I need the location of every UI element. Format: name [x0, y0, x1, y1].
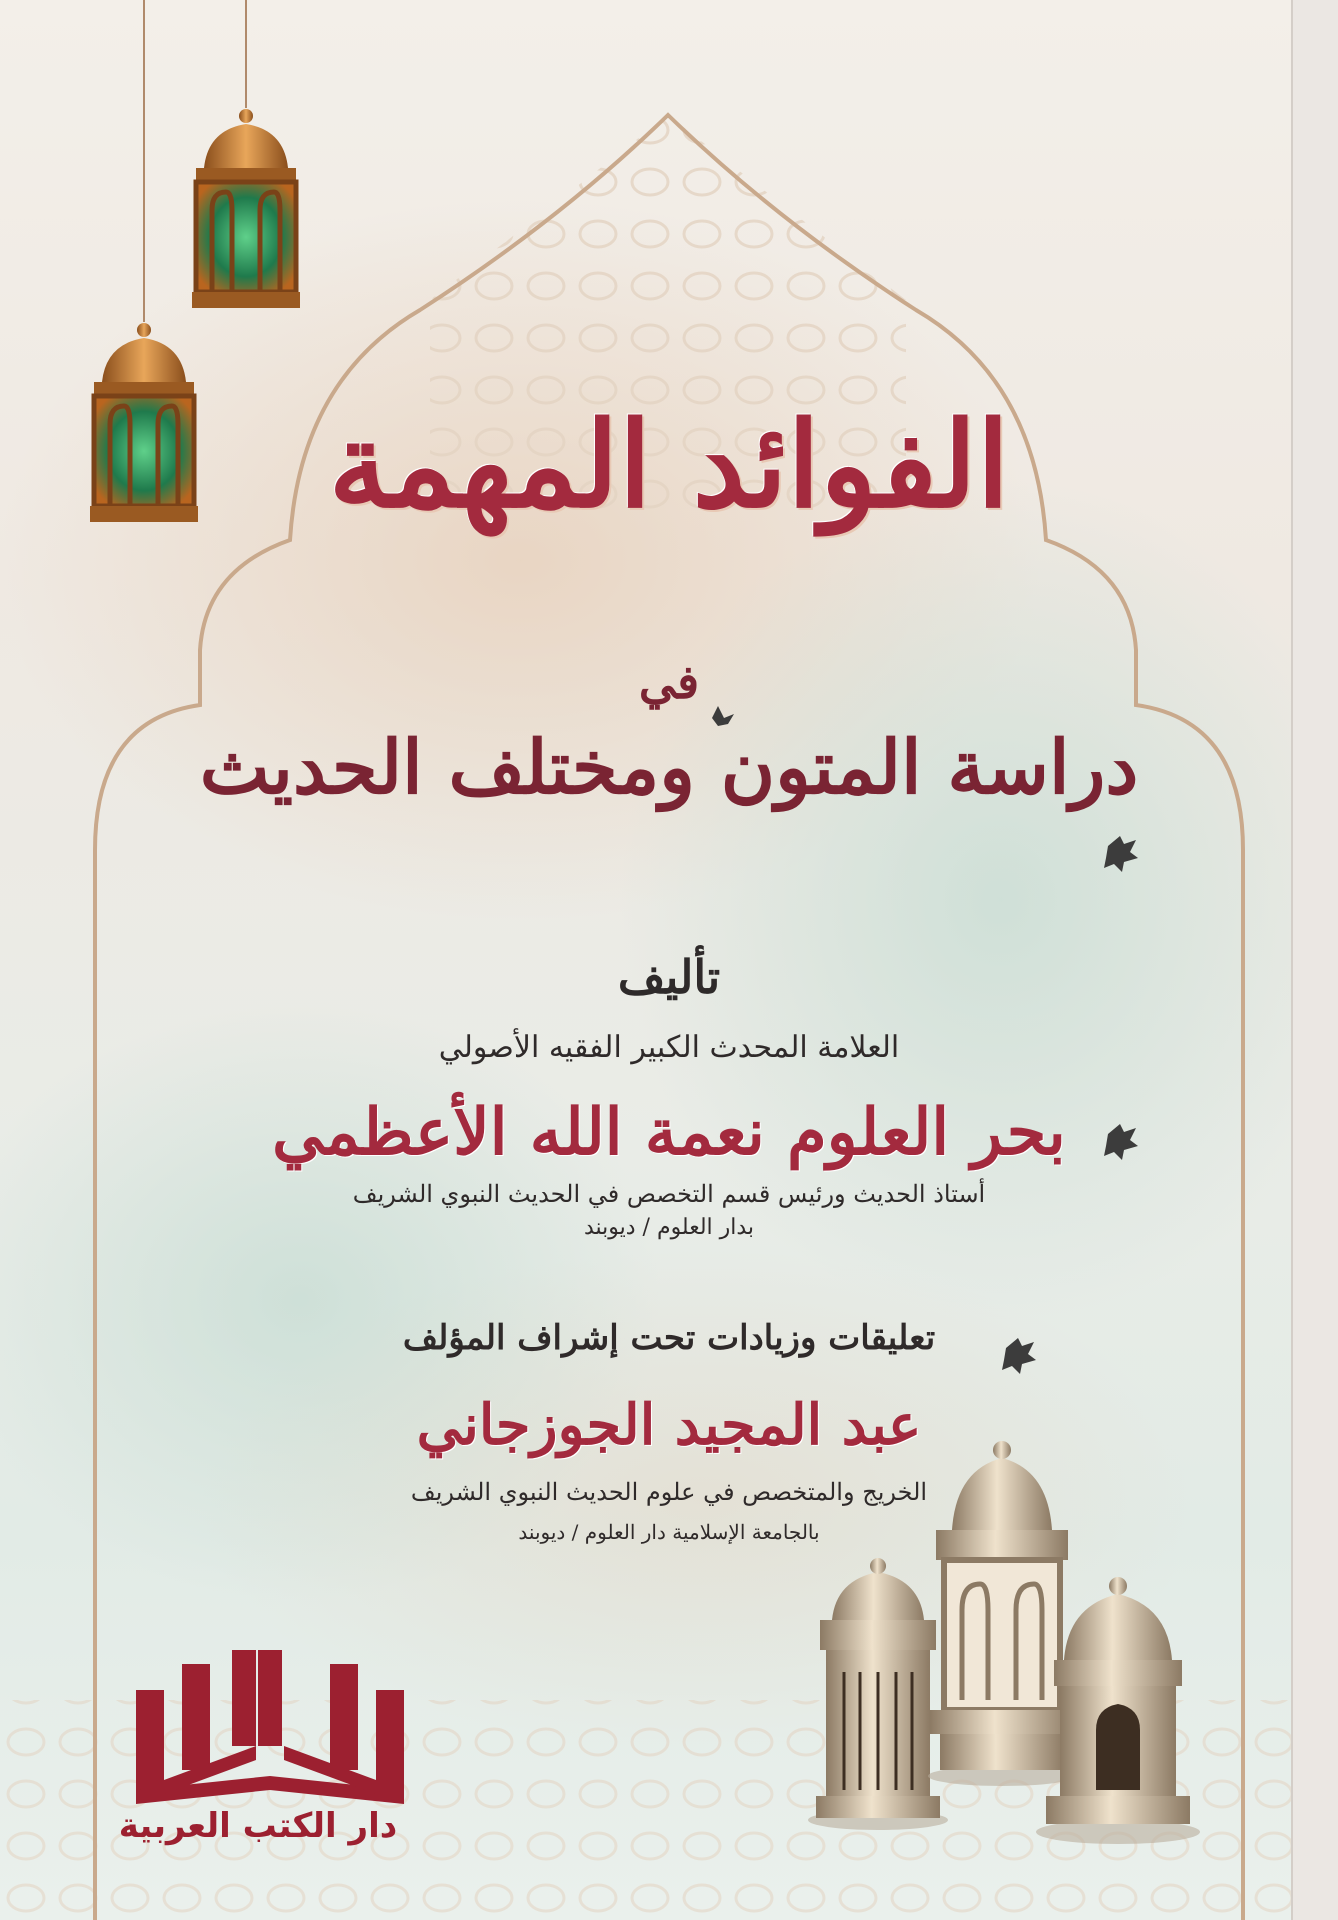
authorship-label: تأليف [617, 950, 721, 1004]
author-institution: بدار العلوم / ديوبند [583, 1215, 755, 1240]
title-connector: في [638, 655, 700, 709]
editor-role: الخريج والمتخصص في علوم الحديث النبوي الشريف [410, 1478, 928, 1506]
author-name: بحر العلوم نعمة الله الأعظمي [272, 1095, 1066, 1170]
editor-institution: بالجامعة الإسلامية دار العلوم / ديوبند [518, 1520, 820, 1544]
publisher-name: دار الكتب العربية [118, 1806, 398, 1846]
author-epithet: العلامة المحدث الكبير الفقيه الأصولي [438, 1030, 900, 1065]
hanging-lantern-icon [192, 0, 300, 308]
notes-heading: تعليقات وزيادات تحت إشراف المؤلف [402, 1318, 936, 1358]
editor-name: عبد المجيد الجوزجاني [416, 1392, 922, 1458]
book-title: الفوائد المهمة [328, 395, 1010, 534]
author-role: أستاذ الحديث ورئيس قسم التخصص في الحديث النبوي الشريف [352, 1180, 986, 1208]
book-subtitle: دراسة المتون ومختلف الحديث [199, 725, 1139, 811]
